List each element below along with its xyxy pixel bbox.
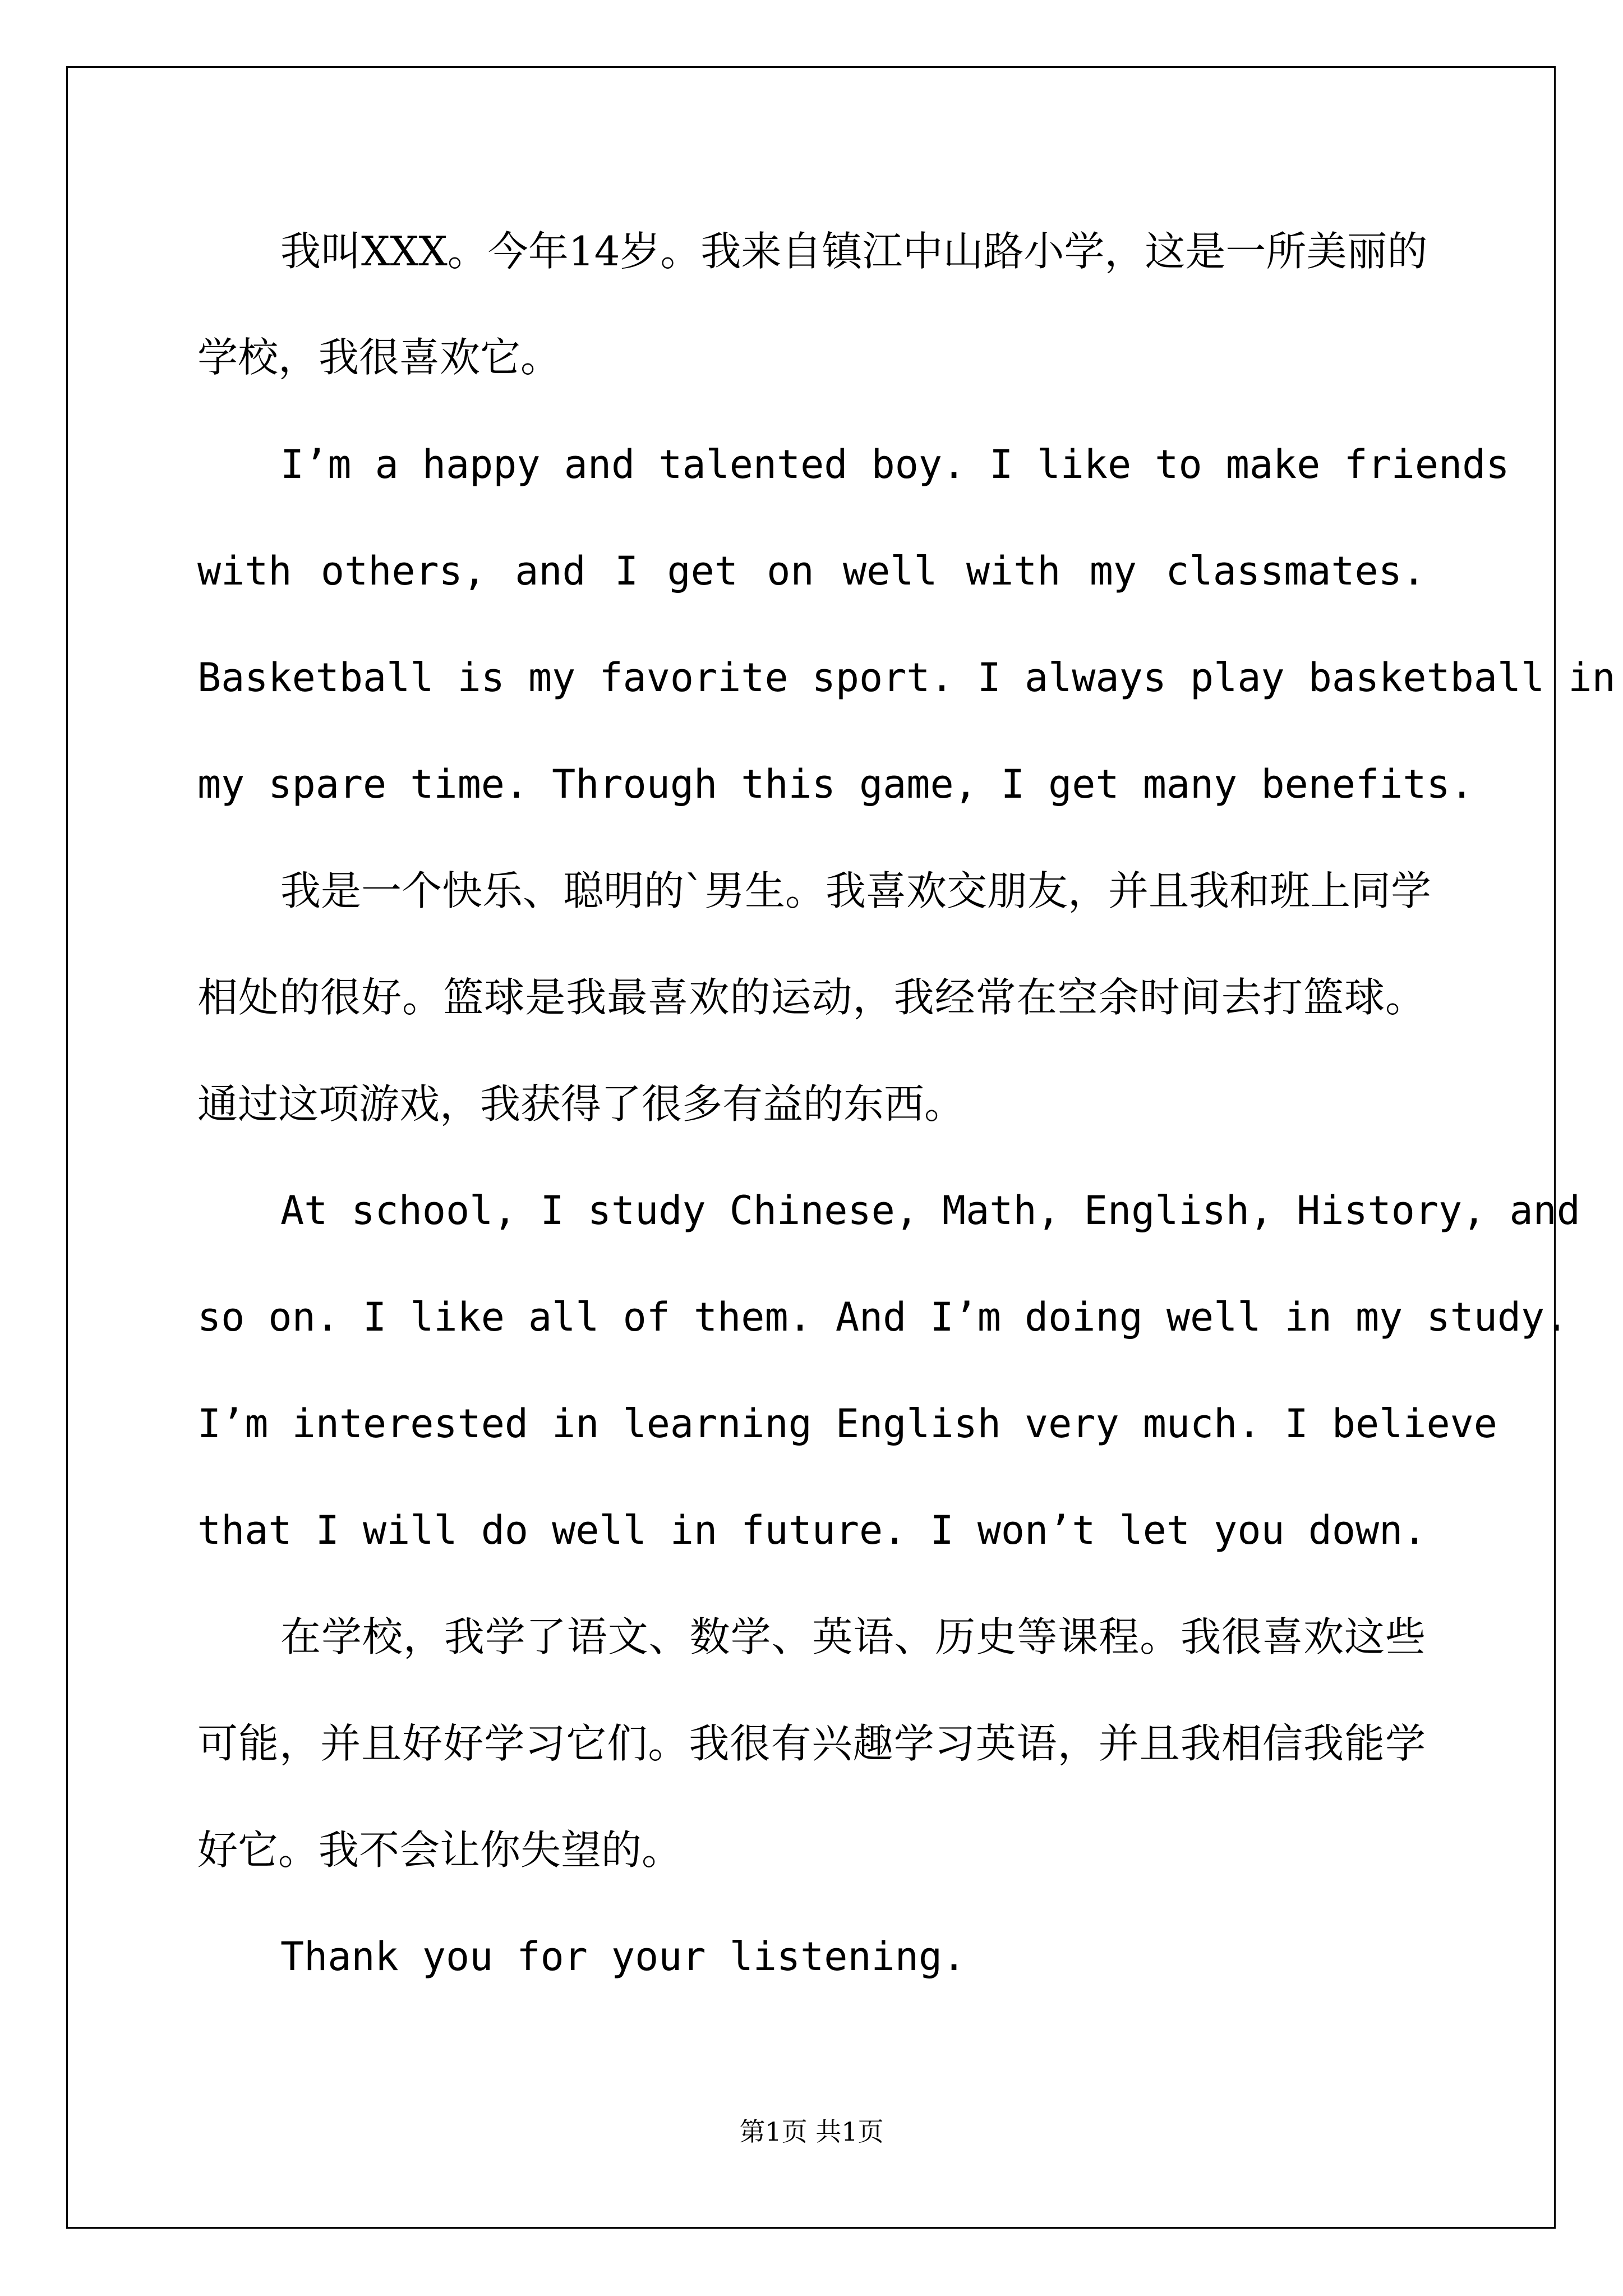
paragraph-1-line-1: 我叫XXX。今年14岁。我来自镇江中山路小学，这是一所美丽的 [280,228,1428,275]
paragraph-4-line-3: I’m interested in learning English very much. I believe [197,1401,1497,1447]
page-number-footer: 第1页 共1页 [739,2116,884,2147]
page-border [66,66,1616,2229]
paragraph-2-line-3: Basketball is my favorite sport. I always play basketball in [197,655,1616,701]
paragraph-5-line-3: 好它。我不会让你失望的。 [197,1826,683,1874]
paragraph-4-line-2: so on. I like all of them. And I’m doing well in my study. [197,1294,1569,1340]
paragraph-6-line-1: Thank you for your listening. [280,1934,966,1980]
paragraph-5-line-2: 可能，并且好好学习它们。我很有兴趣学习英语，并且我相信我能学 [197,1720,1426,1767]
paragraph-3-line-1: 我是一个快乐、聪明的`男生。我喜欢交朋友，并且我和班上同学 [280,867,1432,914]
paragraph-1-line-2: 学校，我很喜欢它。 [197,334,561,381]
paragraph-2-line-1: I’m a happy and talented boy. I like to make friends [280,441,1510,487]
paragraph-5-line-1: 在学校，我学了语文、数学、英语、历史等课程。我很喜欢这些 [280,1613,1426,1660]
paragraph-4-line-4: that I will do well in future. I won’t let you down. [197,1507,1427,1553]
paragraph-3-line-3: 通过这项游戏，我获得了很多有益的东西。 [197,1080,965,1128]
paragraph-2-line-4: my spare time. Through this game, I get many benefits. [197,761,1474,807]
paragraph-3-line-2: 相处的很好。篮球是我最喜欢的运动，我经常在空余时间去打篮球。 [197,974,1426,1021]
paragraph-2-line-2: with others, and I get on well with my classmates. [197,548,1426,594]
paragraph-4-line-1: At school, I study Chinese, Math, English, History, and [280,1188,1580,1234]
